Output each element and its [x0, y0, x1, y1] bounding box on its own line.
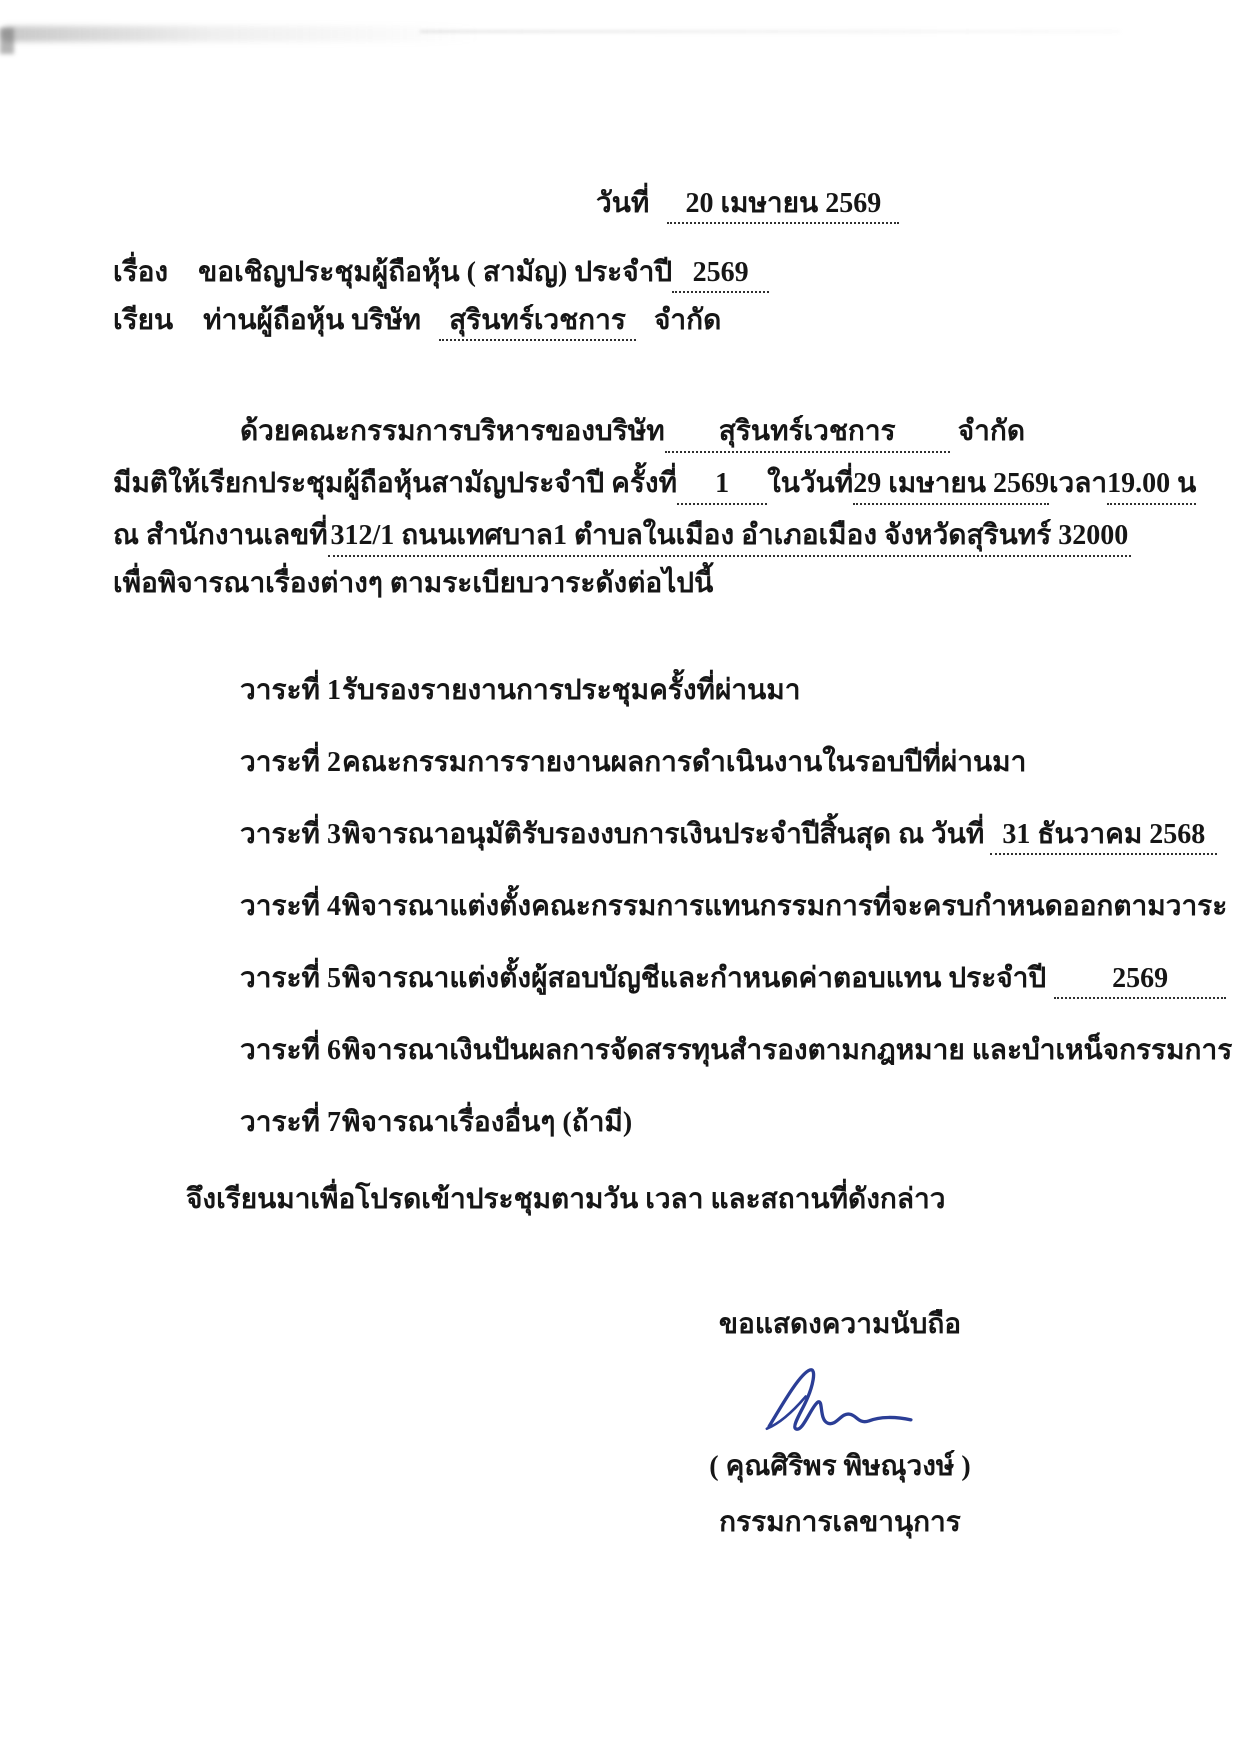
agenda-item-7: [240, 1100, 632, 1144]
body-paragraph-line-1: [240, 414, 1025, 453]
signature-block: [620, 1302, 1060, 1544]
agenda-text: พิจารณาอนุมัติรับรองงบการเงินประจำปีสิ้นสุด ณ วันที่: [342, 819, 985, 850]
closing-text: จึงเรียนมาเพื่อโปรดเข้าประชุมตามวัน เวลา และสถานที่ดังกล่าว: [186, 1184, 946, 1215]
closing-line: [186, 1182, 945, 1218]
p1-prefix: ด้วยคณะกรรมการบริหารของบริษัท: [240, 416, 665, 447]
agenda-text: พิจารณาเงินปันผลการจัดสรรทุนสำรองตามกฎหมาย และบำเหน็จกรรมการ: [342, 1035, 1233, 1066]
agenda-text: พิจารณาเรื่องอื่นๆ (ถ้ามี): [342, 1107, 633, 1138]
agenda-text: พิจารณาแต่งตั้งคณะกรรมการแทนกรรมการที่จะครบกำหนดออกตามวาระ: [342, 891, 1228, 922]
agenda-item-1: [240, 668, 800, 712]
agenda-item-5: [240, 956, 1226, 1000]
scan-artifact: [0, 26, 480, 42]
signer-name: ( คุณศิริพร พิษณุวงษ์ ): [709, 1451, 971, 1482]
agenda-no: วาระที่ 7: [240, 1107, 341, 1138]
p3-label: ณ สำนักงานเลขที่: [113, 520, 328, 551]
p2-time: 19.00 น: [1107, 466, 1196, 505]
agenda-fill: 2569: [1054, 961, 1226, 999]
agenda-no: วาระที่ 1: [240, 675, 341, 706]
agenda-item-6: [240, 1028, 1232, 1072]
date-line: [596, 186, 899, 224]
to-line: [113, 303, 721, 341]
agenda-no: วาระที่ 4: [240, 891, 341, 922]
agenda-fill: 31 ธันวาคม 2568: [990, 817, 1217, 855]
agenda-item-4: [240, 884, 1227, 928]
to-company: สุรินทร์เวชการ: [439, 303, 636, 341]
p2-date: 29 เมษายน 2569: [853, 466, 1049, 505]
subject-line: [113, 255, 769, 293]
p2-meeting-no: 1: [677, 466, 767, 505]
p2-time-label: เวลา: [1048, 468, 1108, 499]
date-label: วันที่: [596, 188, 650, 219]
to-label: เรียน: [113, 305, 174, 336]
agenda-no: วาระที่ 5: [240, 963, 341, 994]
agenda-text: รับรองรายงานการประชุมครั้งที่ผ่านมา: [342, 675, 801, 706]
subject-label: เรื่อง: [113, 257, 169, 288]
p1-suffix: จำกัด: [957, 416, 1025, 447]
scan-artifact: [0, 28, 14, 54]
p1-company: สุรินทร์เวชการ: [665, 414, 950, 453]
body-paragraph-line-4: [113, 566, 713, 602]
body-paragraph-line-3: [113, 518, 1131, 557]
agenda-no: วาระที่ 3: [240, 819, 341, 850]
subject-year: 2569: [672, 255, 769, 293]
p2-mid: ในวันที่: [767, 468, 854, 499]
subject-text: ขอเชิญประชุมผู้ถือหุ้น ( สามัญ) ประจำปี: [198, 257, 673, 288]
agenda-text: คณะกรรมการรายงานผลการดำเนินงานในรอบปีที่ผ่านมา: [342, 747, 1027, 778]
agenda-no: วาระที่ 2: [240, 747, 341, 778]
signature-image: [620, 1360, 1060, 1442]
body-paragraph-line-2: [113, 466, 1197, 505]
date-value: 20 เมษายน 2569: [667, 186, 899, 224]
to-text: ท่านผู้ถือหุ้น บริษัท: [203, 305, 421, 336]
agenda-no: วาระที่ 6: [240, 1035, 341, 1066]
agenda-item-3: [240, 812, 1217, 856]
scan-artifact: [420, 30, 1120, 33]
to-suffix: จำกัด: [653, 305, 722, 336]
agenda-item-2: [240, 740, 1026, 784]
agenda-text: พิจารณาแต่งตั้งผู้สอบบัญชีและกำหนดค่าตอบแทน ประจำปี: [342, 963, 1047, 994]
signer-title: กรรมการเลขานุการ: [719, 1507, 961, 1538]
p3-address: 312/1 ถนนเทศบาล1 ตำบลในเมือง อำเภอเมือง จังหวัดสุรินทร์ 32000: [328, 518, 1131, 557]
signature-scribble-icon: [750, 1360, 930, 1442]
salutation: ขอแสดงความนับถือ: [718, 1309, 962, 1340]
p2-prefix: มีมติให้เรียกประชุมผู้ถือหุ้นสามัญประจำปี ครั้งที่: [113, 468, 678, 499]
p4-text: เพื่อพิจารณาเรื่องต่างๆ ตามระเบียบวาระดังต่อไปนี้: [113, 568, 714, 599]
